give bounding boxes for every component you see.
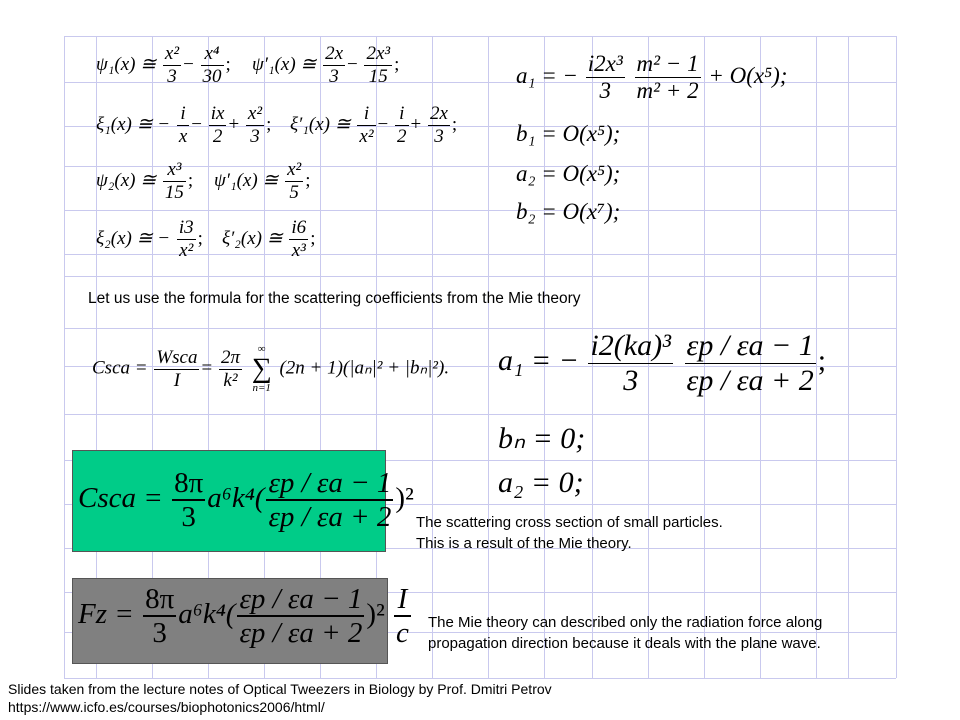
frac-num: εp / εa − 1: [686, 329, 814, 362]
frac-den: 3: [181, 501, 196, 534]
eq-xi1-lhs: ξ₁(x) ≅ −: [96, 113, 171, 135]
frac-den: 30: [202, 65, 222, 87]
frac-den: 3: [329, 65, 339, 87]
frac-num: i6: [291, 217, 307, 238]
frac-num: 8π: [172, 468, 205, 501]
eq-a1-tail: + O(x⁵);: [708, 62, 788, 88]
frac-num: i: [395, 104, 409, 126]
eq-a2-big: a₂ = 0;: [498, 466, 584, 499]
frac-num: i2x³: [586, 52, 625, 78]
frac-num: 2x: [429, 103, 448, 124]
frac-num: i2(ka)³: [590, 329, 672, 362]
eq-xi2p-lhs: ξ′₂(x) ≅: [222, 227, 283, 249]
scatter-note-line2: This is a result of the Mie theory.: [416, 535, 632, 552]
frac-den: 2: [397, 125, 407, 147]
eq-a1-lhs: a₁ = −: [516, 62, 579, 88]
sum-upper-limit: ∞: [257, 343, 266, 355]
frac-num: 2π: [220, 346, 240, 368]
frac-num: εp / εa − 1: [266, 468, 393, 501]
eq-psi1-prime: ψ′₁(x) ≅ $\frac{2x}{3}$ − $\frac{\text{2x³}}{15}$ ;: [252, 43, 400, 87]
eq-fz-mid: a⁶k⁴(: [178, 598, 236, 631]
frac-den: x: [178, 125, 188, 147]
grid-line-vertical: [896, 36, 897, 678]
frac-den: 3: [167, 65, 177, 87]
eq-psi1-lhs: ψ₁(x) ≅: [96, 53, 157, 75]
frac-num: i3: [178, 217, 194, 238]
sum-lower-limit: n=1: [252, 382, 271, 394]
frac-den: k²: [223, 369, 238, 391]
eq-b1: b₁ = O(x⁵);: [516, 121, 621, 146]
frac-num: x²: [287, 159, 302, 180]
frac-num: 2x: [325, 43, 344, 64]
frac-den: 2: [212, 125, 223, 147]
frac-num: x²: [164, 43, 180, 64]
scatter-note-line1: The scattering cross section of small particles.: [416, 514, 723, 531]
frac-den: 3: [434, 125, 444, 147]
eq-csca-body: (2n + 1)(|aₙ|² + |bₙ|²).: [279, 357, 450, 379]
eq-xi2-prime: ξ′₂(x) ≅ $\frac{i6}{\text{x³}}$ ;: [222, 217, 316, 261]
frac-num: I: [394, 584, 411, 617]
eq-csca-result: [78, 468, 414, 533]
eq-xi1: ξ₁(x) ≅ − $\frac{i}{x}$ − $\frac{ix}{2}$ + $\frac{\text{x²}}{3}$ ;: [96, 103, 272, 147]
credit-line1: Slides taken from the lecture notes of Optical Tweezers in Biology by Prof. Dmitri Petrov: [8, 681, 552, 697]
frac-num: m² − 1: [635, 52, 701, 78]
eq-psi2-lhs: ψ₂(x) ≅: [96, 169, 157, 191]
eq-csca-definition: Csca = $\frac{\text{Wsca}}{I}$ = $\frac{2\pi}{\text{k²}}$ ∞ ∑ n=1 (2n + 1)(|aₙ|² + |bₙ|²).: [92, 343, 450, 394]
eq-xi2: ξ₂(x) ≅ − $\frac{i3}{\text{x²}}$ ;: [96, 217, 203, 261]
frac-den: I: [173, 369, 181, 391]
frac-num: i: [177, 104, 189, 126]
eq-psi1p-lhs: ψ′₁(x) ≅: [252, 53, 317, 75]
eq-csca-lhs: Csca =: [92, 357, 148, 379]
force-note-line2: propagation direction because it deals with the plane wave.: [428, 635, 821, 652]
frac-num: 2x³: [366, 43, 391, 64]
eq-xi1p-lhs: ξ′₁(x) ≅: [290, 113, 351, 135]
eq-a1-small: [516, 52, 787, 103]
credit-url[interactable]: https://www.icfo.es/courses/biophotonics2006/html/: [8, 699, 325, 715]
frac-num: εp / εa − 1: [237, 584, 364, 617]
eq-xi2-lhs: ξ₂(x) ≅ −: [96, 227, 171, 249]
eq-csca-result-tail: )²: [395, 482, 414, 515]
eq-a1-big-lhs: a₁ = −: [498, 343, 579, 377]
frac-den: x²: [359, 125, 374, 147]
summation-symbol: [252, 344, 272, 394]
eq-psi2: ψ₂(x) ≅ $\frac{\text{x³}}{15}$ ;: [96, 159, 194, 203]
grid-line-horizontal: [64, 36, 896, 37]
sum-sign: ∑: [251, 353, 272, 384]
frac-den: 3: [623, 363, 639, 397]
frac-den: 3: [152, 617, 167, 650]
frac-num: x²: [247, 103, 263, 124]
frac-den: 3: [250, 125, 260, 147]
grid-line-horizontal: [64, 414, 896, 415]
frac-num: Wsca: [156, 346, 198, 368]
frac-den: εp / εa + 2: [239, 617, 363, 650]
eq-csca-result-mid: a⁶k⁴(: [207, 482, 265, 515]
mie-intro-text: Let us use the formula for the scattering coefficients from the Mie theory: [88, 290, 581, 307]
frac-den: 3: [599, 78, 612, 104]
frac-den: m² + 2: [636, 78, 699, 104]
eq-csca-result-lhs: Csca =: [78, 482, 163, 515]
grid-line-horizontal: [64, 210, 896, 211]
eq-psi2-prime: ψ′₁(x) ≅ $\frac{\text{x²}}{5}$ ;: [214, 159, 311, 203]
grid-line-horizontal: [64, 276, 896, 277]
eq-a1-big: a₁ = − $\frac{\text{i2(ka)³}}{3}$ $\frac{\varepsilon p / \varepsilon a - 1}{\varepsilon p / \varepsilon a + 2}$ ;: [498, 329, 827, 397]
eq-fz-lhs: Fz =: [78, 598, 134, 631]
frac-num: x⁴: [201, 44, 224, 66]
frac-num: 8π: [143, 584, 176, 617]
frac-den: εp / εa + 2: [686, 363, 814, 397]
frac-den: 15: [368, 65, 388, 87]
eq-xi1-prime: ξ′₁(x) ≅ $\frac{i}{\text{x²}}$ − $\frac{i}{2}$ + $\frac{2x}{3}$ ;: [290, 103, 458, 147]
grid-line-vertical: [64, 36, 65, 678]
eq-bn: bₙ = 0;: [498, 422, 586, 455]
frac-den: 5: [289, 181, 299, 203]
frac-den: 15: [164, 181, 184, 203]
frac-num: ix: [210, 103, 225, 124]
eq-psi1: ψ₁(x) ≅ $\frac{\text{x²}}{3}$ − $\frac{\text{x⁴}}{30}$ ;: [96, 43, 231, 87]
eq-psi2p-lhs: ψ′₁(x) ≅: [214, 169, 279, 191]
grid-line-vertical: [488, 36, 489, 678]
frac-den: c: [396, 617, 409, 650]
eq-fz-tail: )²: [366, 598, 385, 631]
frac-den: εp / εa + 2: [268, 501, 392, 534]
eq-fz: [78, 584, 413, 649]
eq-a2: a₂ = O(x⁵);: [516, 161, 621, 186]
frac-num: x³: [163, 160, 186, 182]
force-note-line1: The Mie theory can described only the radiation force along: [428, 614, 823, 631]
eq-b2: b₂ = O(x⁷);: [516, 199, 621, 224]
frac-num: i: [357, 104, 375, 126]
grid-line-vertical: [848, 36, 849, 678]
frac-den: x²: [179, 239, 194, 261]
grid-line-horizontal: [64, 678, 896, 679]
frac-den: x³: [291, 239, 306, 261]
